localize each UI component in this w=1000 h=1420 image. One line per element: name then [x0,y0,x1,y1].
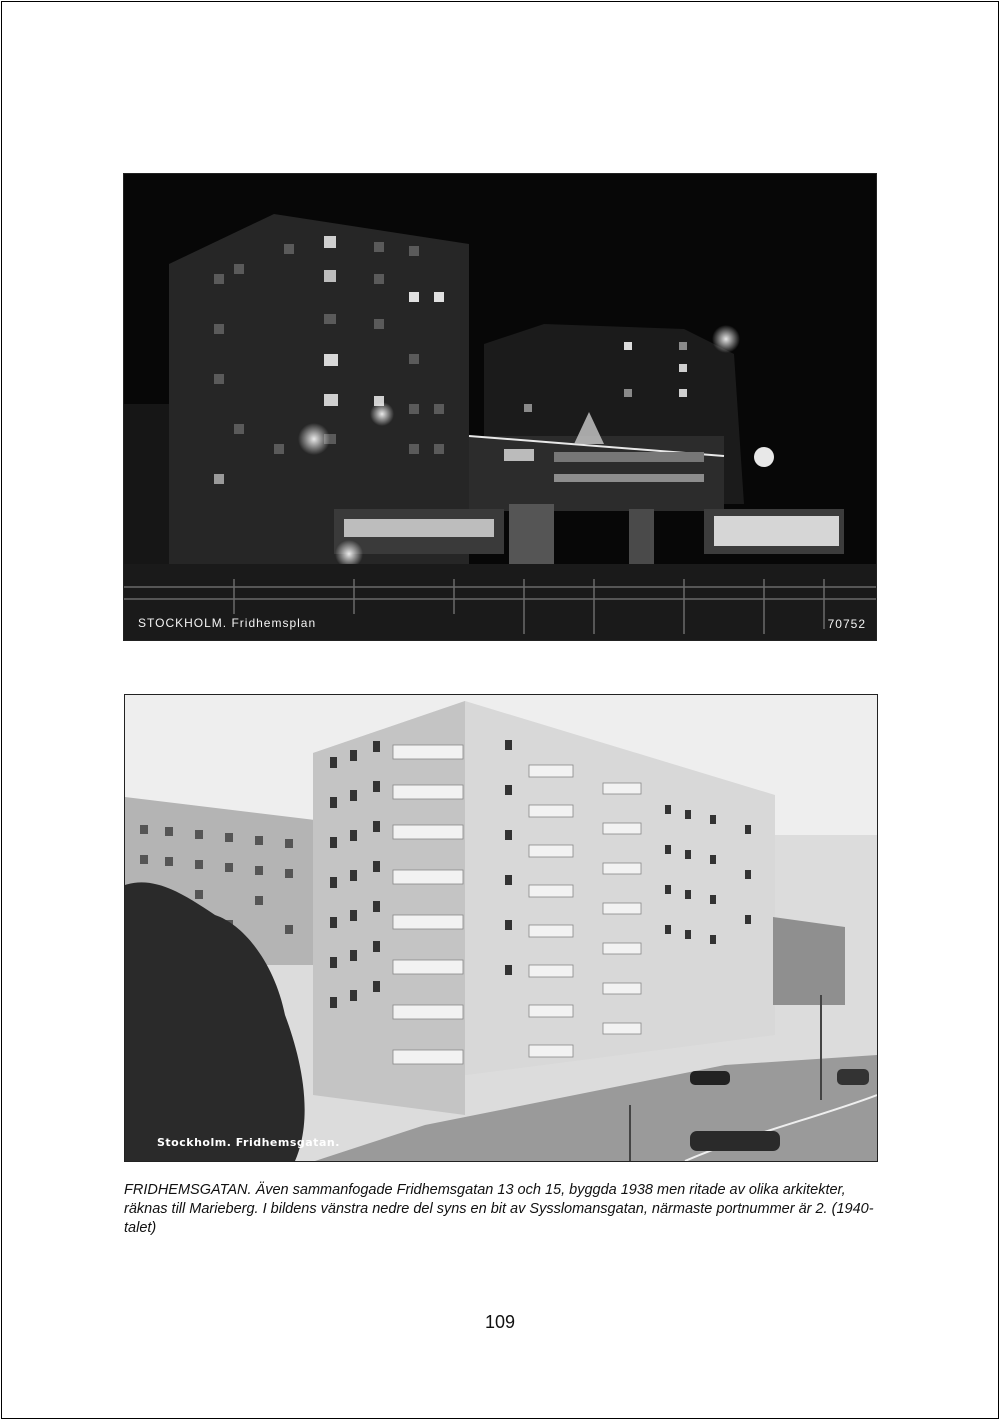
page-number: 109 [484,1312,516,1332]
night-photo-image [124,174,876,640]
night-photo-number: 70752 [827,617,866,631]
day-photo-caption: Stockholm. Fridhemsgatan. [157,1136,340,1149]
figure-caption: FRIDHEMSGATAN. Även sammanfogade Fridhemsgatan 13 och 15, byggda 1938 men ritade av olika arkitekter, räknas till Marieberg. I bildens vänstra nedre del syns en bit av Sysslomansgatan, närmaste portnummer är 2. (1940-talet) [124,1182,874,1236]
photo-fridhemsplan-night [123,173,877,641]
photo-fridhemsgatan-day [124,694,878,1162]
night-photo-caption: STOCKHOLM. Fridhemsplan [138,616,317,630]
day-photo-image [125,695,877,1161]
